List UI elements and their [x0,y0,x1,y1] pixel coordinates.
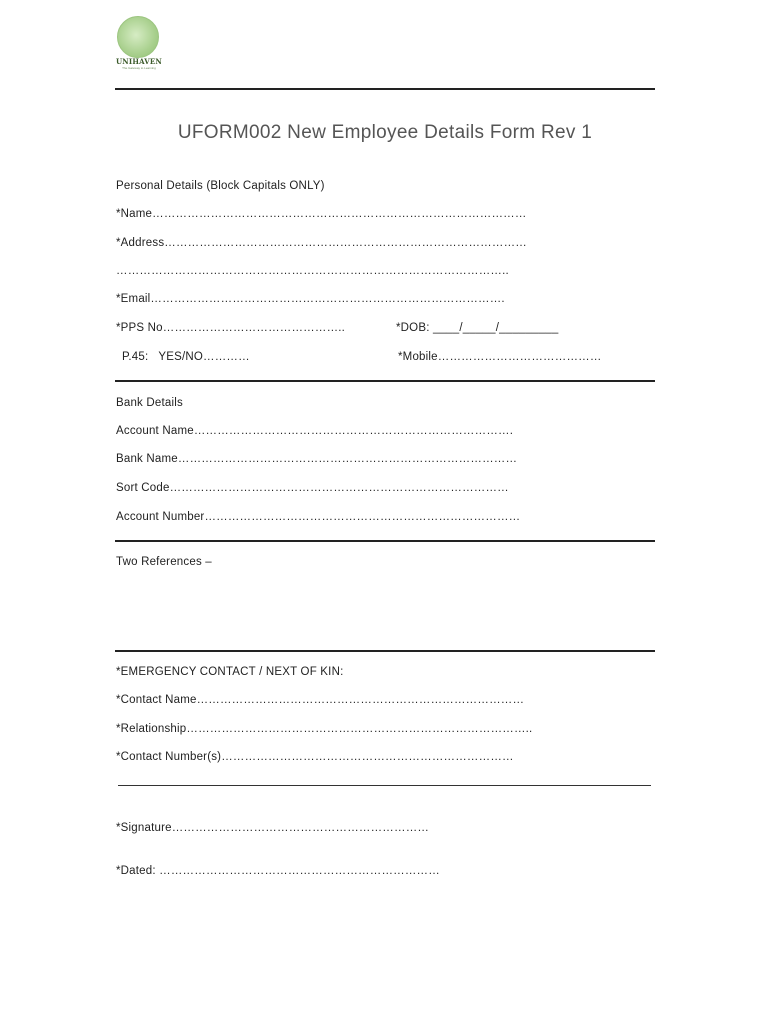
contact-number-field[interactable]: *Contact Number(s)………………………………………………………………… [116,751,514,763]
pps-field[interactable]: *PPS No……………………………………….. [116,322,346,334]
account-number-field[interactable]: Account Number……………………………………………………………………… [116,511,521,523]
contact-name-field[interactable]: *Contact Name………………………………………………………………………… [116,694,525,706]
mobile-field[interactable]: *Mobile…………………………………… [398,351,602,363]
signature-field[interactable]: *Signature………………………………………………………… [116,822,430,834]
logo-emblem-icon [117,16,159,58]
relationship-field[interactable]: *Relationship…………………………………………………………………………….. [116,723,533,735]
form-title: UFORM002 New Employee Details Form Rev 1 [177,122,593,143]
personal-details-heading: Personal Details (Block Capitals ONLY) [116,180,325,192]
dob-field[interactable]: *DOB: ____/_____/_________ [396,322,559,334]
dated-field[interactable]: *Dated: ……………………………………………………………… [116,865,440,877]
logo-name: UNIHAVEN [115,57,163,66]
bank-details-heading: Bank Details [116,397,183,409]
section-divider-personal [115,380,655,382]
company-logo [115,16,163,72]
bank-name-field[interactable]: Bank Name…………………………………………………………………………… [116,453,518,465]
p45-field[interactable]: P.45: YES/NO………… [122,351,250,363]
header-divider [115,88,655,90]
address-line-2-field[interactable]: ……………………………………………………………………………………….. [116,265,509,277]
address-field[interactable]: *Address………………………………………………………………………………… [116,237,527,249]
logo-tagline: The Gateway to Learning [122,66,156,70]
name-field[interactable]: *Name…………………………………………………………………………………… [116,208,527,220]
references-heading: Two References – [116,556,212,568]
sort-code-field[interactable]: Sort Code…………………………………………………………………………… [116,482,509,494]
email-field[interactable]: *Email………………………………………………………………………………. [116,293,505,305]
account-name-field[interactable]: Account Name………………………………………………………………………. [116,425,514,437]
section-divider-references [115,650,655,652]
emergency-contact-heading: *EMERGENCY CONTACT / NEXT OF KIN: [116,666,344,678]
section-divider-emergency [118,785,651,786]
section-divider-bank [115,540,655,542]
